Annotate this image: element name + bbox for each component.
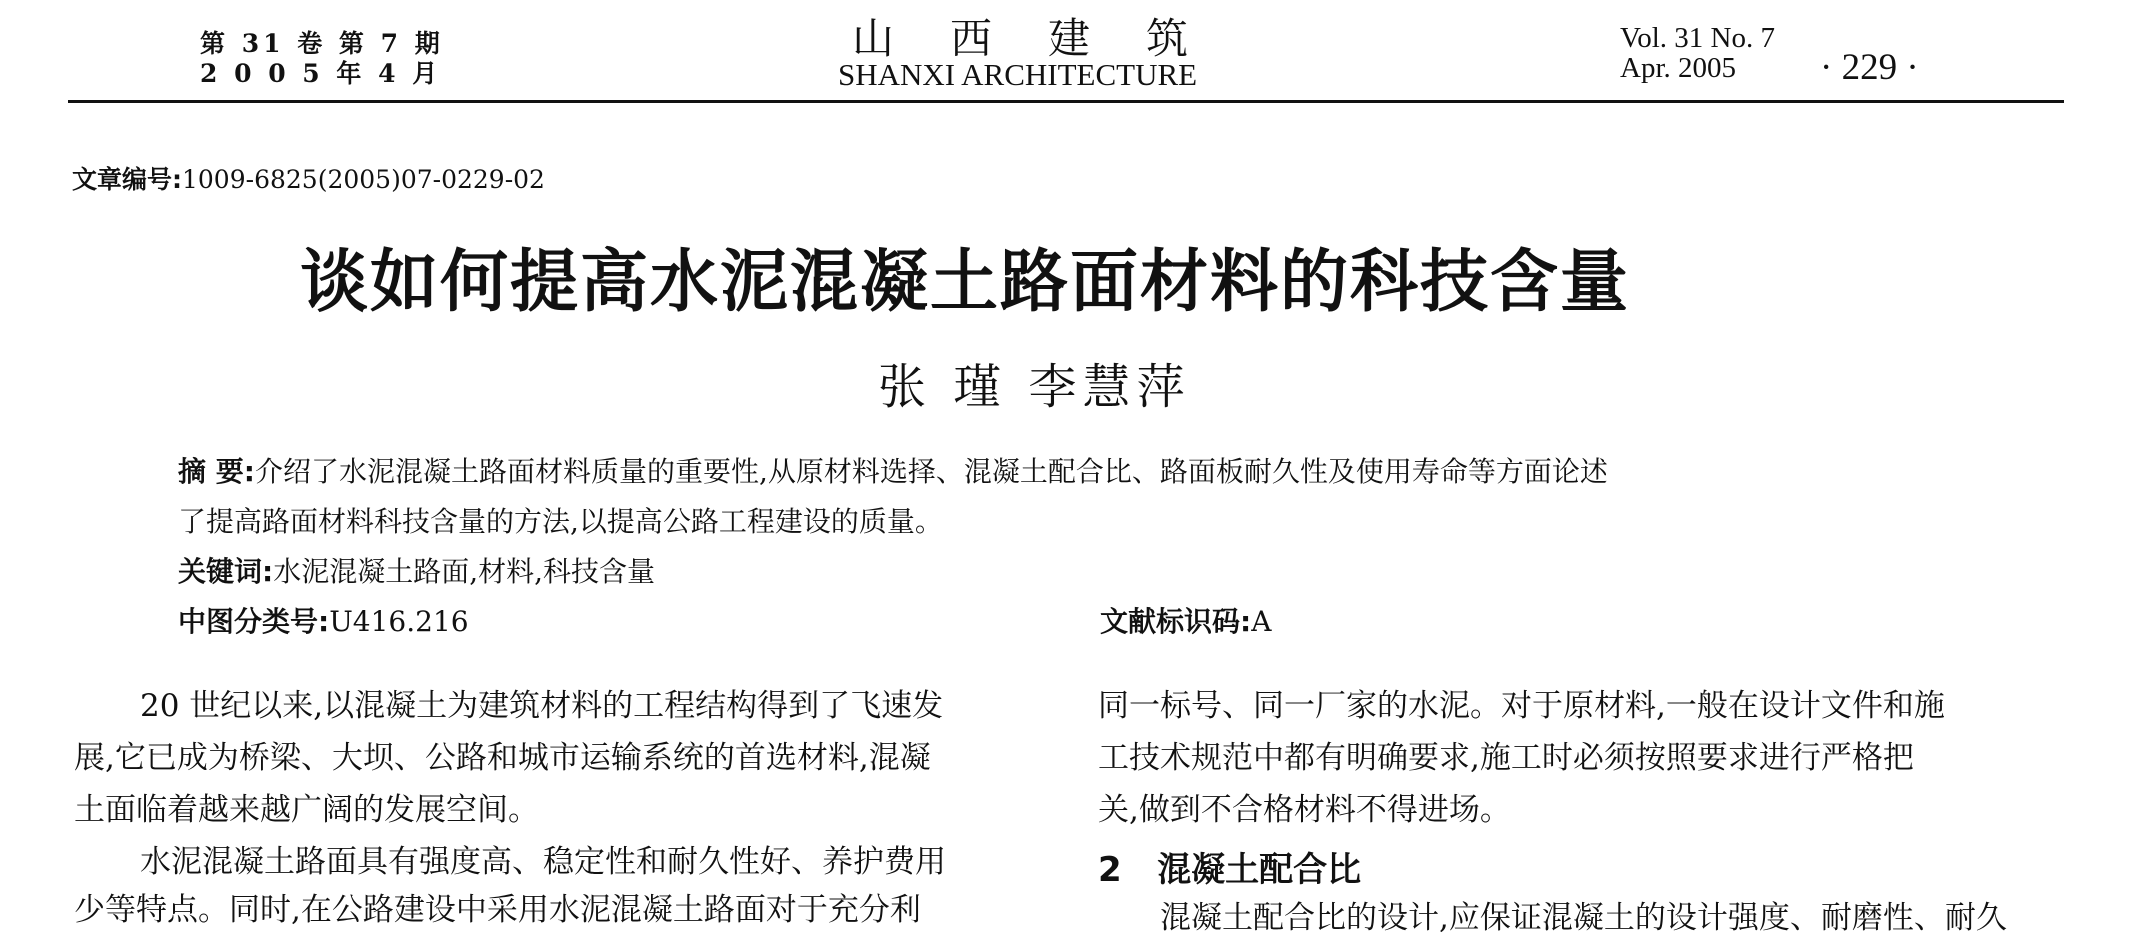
classification-value: U416.216	[329, 605, 469, 638]
section-number: 2	[1098, 850, 1122, 890]
header-rule	[68, 100, 2064, 103]
date-en: Apr. 2005	[1620, 52, 1736, 84]
left-paragraph-2-line-1: 水泥混凝土路面具有强度高、稳定性和耐久性好、养护费用	[140, 844, 946, 880]
article-number	[72, 160, 545, 196]
document-code-value: A	[1251, 605, 1272, 638]
document-code-label: 文献标识码:	[1100, 605, 1252, 638]
right-line-3: 关,做到不合格材料不得进场。	[1098, 792, 1511, 828]
article-title: 谈如何提高水泥混凝土路面材料的科技含量	[300, 243, 1631, 322]
volume-issue-cn: 第 31 卷 第 7 期	[200, 29, 444, 58]
abstract-text-1: 介绍了水泥混凝土路面材料质量的重要性,从原材料选择、混凝土配合比、路面板耐久性及使用寿命等方面论述	[254, 455, 1608, 488]
classification-label: 中图分类号:	[178, 605, 330, 638]
article-number-value: 1009-6825(2005)07-0229-02	[182, 165, 545, 194]
date-cn: 2 0 0 5 年 4 月	[200, 59, 442, 88]
right-line-1: 同一标号、同一厂家的水泥。对于原材料,一般在设计文件和施	[1098, 688, 1945, 724]
keywords-value: 水泥混凝土路面,材料,科技含量	[273, 555, 656, 588]
section-title: 混凝土配合比	[1157, 850, 1362, 890]
volume-issue-en: Vol. 31 No. 7	[1620, 22, 1775, 54]
document-code	[1100, 602, 1271, 642]
abstract-line-1	[178, 452, 1608, 492]
right-line-4: 混凝土配合比的设计,应保证混凝土的设计强度、耐磨性、耐久	[1160, 900, 2007, 936]
article-number-label: 文章编号:	[72, 165, 182, 194]
authors: 张 瑾 李慧萍	[878, 359, 1191, 415]
abstract-label: 摘 要:	[178, 455, 255, 488]
left-paragraph-1-line-1: 20 世纪以来,以混凝土为建筑材料的工程结构得到了飞速发	[140, 688, 944, 724]
journal-title-en: SHANXI ARCHITECTURE	[838, 57, 1198, 92]
left-paragraph-1-line-3: 土面临着越来越广阔的发展空间。	[74, 792, 539, 828]
keywords-label: 关键词:	[178, 555, 274, 588]
left-paragraph-1-line-2: 展,它已成为桥梁、大坝、公路和城市运输系统的首选材料,混凝	[74, 740, 931, 776]
keywords	[178, 552, 655, 592]
classification	[178, 602, 469, 642]
journal-title-cn: 山西建筑	[852, 14, 1245, 63]
right-line-2: 工技术规范中都有明确要求,施工时必须按照要求进行严格把	[1098, 740, 1914, 776]
left-paragraph-2-line-2: 少等特点。同时,在公路建设中采用水泥混凝土路面对于充分利	[74, 892, 921, 928]
page-number: · 229 ·	[1820, 47, 1919, 88]
section-heading	[1098, 842, 1361, 891]
abstract-line-2: 了提高路面材料科技含量的方法,以提高公路工程建设的质量。	[178, 505, 943, 538]
